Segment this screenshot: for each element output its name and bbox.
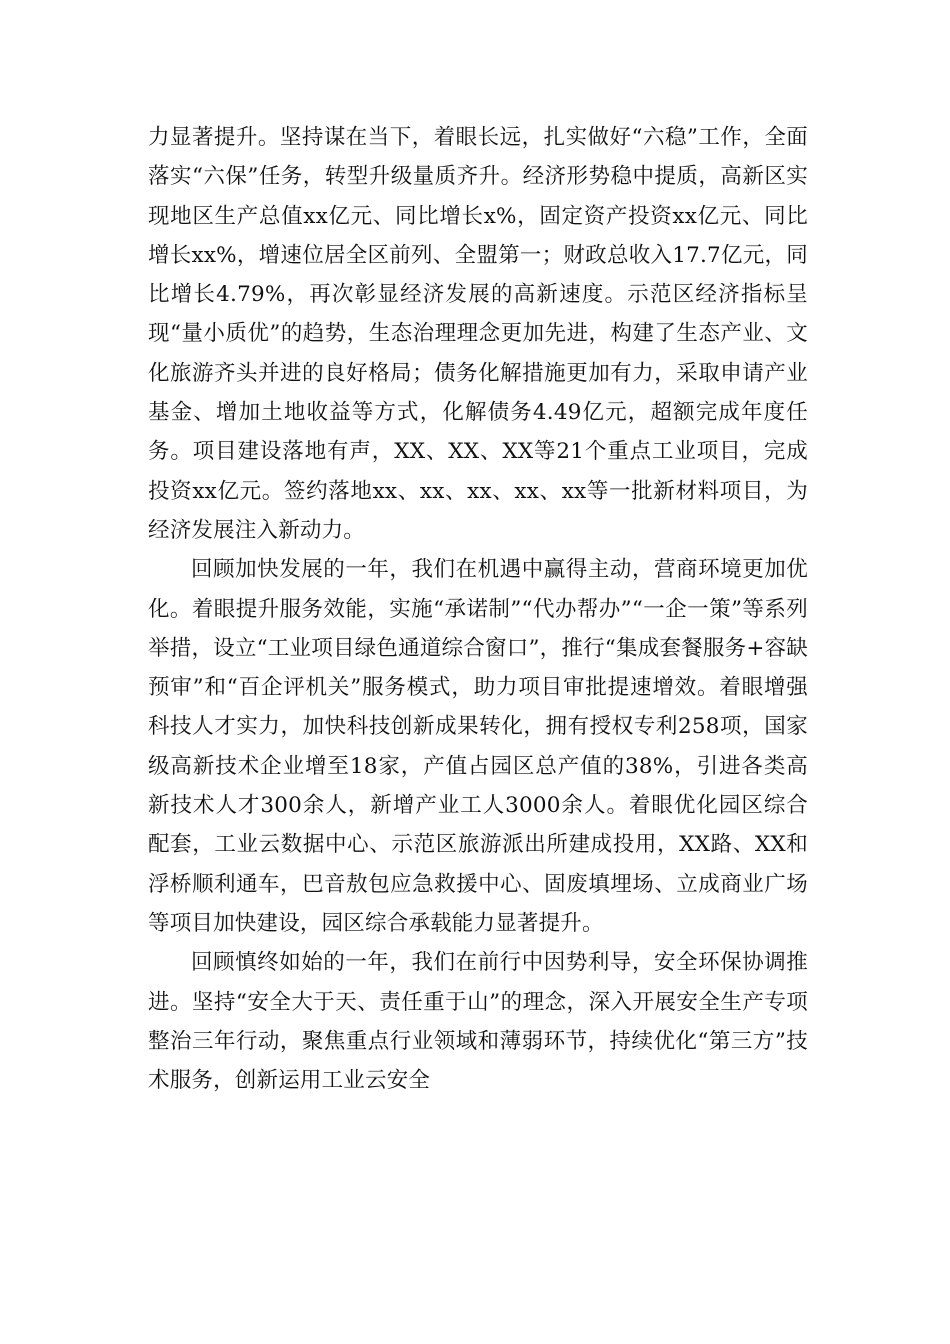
paragraph-safety-environment: 回顾慎终如始的一年，我们在前行中因势利导，安全环保协调推进。坚持“安全大于天、责任重于山”的理念，深入开展安全生产专项整治三年行动，聚焦重点行业领域和薄弱环节，持续优化“第三方”技术服务，创新运用工业云安全 [148, 950, 808, 1094]
document-body [148, 118, 808, 1100]
paragraph-business-environment: 回顾加快发展的一年，我们在机遇中赢得主动，营商环境更加优化。着眼提升服务效能，实施“承诺制”“代办帮办”“一企一策”等系列举措，设立“工业项目绿色通道综合窗口”，推行“集成套餐服务+容缺预审”和“百企评机关”服务模式，助力项目审批提速增效。着眼增强科技人才实力，加快科技创新成果转化，拥有授权专利258项，国家级高新技术企业增至18家，产值占园区总产值的38%，引进各类高新技术人才300余人，新增产业工人3000余人。着眼优化园区综合配套，工业云数据中心、示范区旅游派出所建成投用，XX路、XX和浮桥顺利通车，巴音敖包应急救援中心、固废填埋场、立成商业广场等项目加快建设，园区综合承载能力显著提升。 [148, 557, 808, 936]
paragraph-continuation: 力显著提升。坚持谋在当下，着眼长远，扎实做好“六稳”工作，全面落实“六保”任务，转型升级量质齐升。经济形势稳中提质，高新区实现地区生产总值xx亿元、同比增长x%，固定资产投资xx亿元、同比增长xx%，增速位居全区前列、全盟第一；财政总收入17.7亿元，同比增长4.79%，再次彰显经济发展的高新速度。示范区经济指标呈现“量小质优”的趋势，生态治理理念更加先进，构建了生态产业、文化旅游齐头并进的良好格局；债务化解措施更加有力，采取申请产业基金、增加土地收益等方式，化解债务4.49亿元，超额完成年度任务。项目建设落地有声，XX、XX、XX等21个重点工业项目，完成投资xx亿元。签约落地xx、xx、xx、xx、xx等一批新材料项目，为经济发展注入新动力。 [148, 125, 808, 543]
